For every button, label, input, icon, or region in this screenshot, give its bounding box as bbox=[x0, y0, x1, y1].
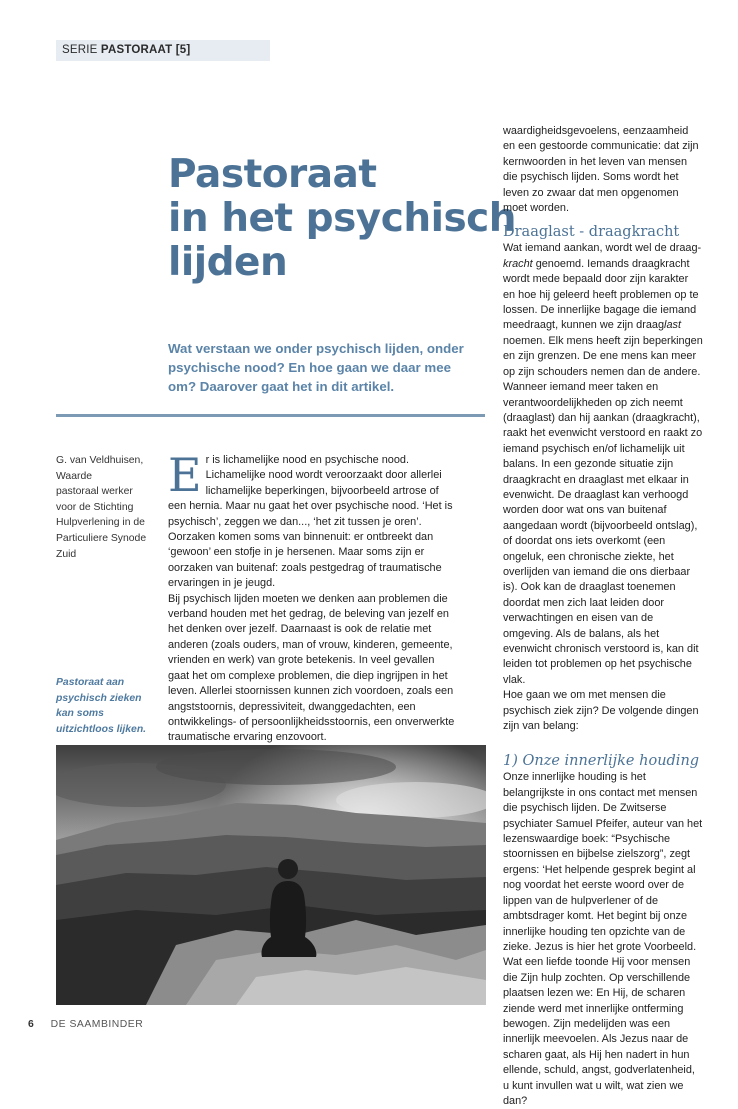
title-line-3: lijden bbox=[168, 240, 288, 285]
paragraph: Bij psychisch lijden moeten we denken aan problemen die verband houden met het gedrag, de beleving van jezelf en het denken over jezelf. Daarnaast is ook de relatie met anderen (zoals ouders, man of vrouw, kinderen, gemeente, vrienden en werk) van grote betekenis. In veel gevallen gaat het om complexe problemen, die diep ingrijpen in het leven. Allerlei stoornissen kunnen zich voordoen, zoals een angststoornis, depressiviteit, dwanggedachten, een ontwikkelings- of persoonlijkheidsstoornis, een onverwerkte traumatische ervaring enzovoort. bbox=[168, 592, 455, 744]
author-line: Zuid bbox=[56, 548, 77, 560]
paragraph: Onze innerlijke houding is het belangrijkste in ons contact met mensen die psychisch lijden. De Zwitserse psychiater Samuel Pfeifer, auteur van het lezenswaardige boek: “Psychische stoornissen en bijbelse zielszorg”, zegt ergens: ‘Het helpende gesprek begint al nog voordat het eerste woord over de lippen van de hulpverlener of de ambtsdrager komt. Het begint bij onze innerlijke houding ten opzichte van de zieke. Jezus is hier het grote Voorbeeld. Wat een liefde toonde Hij voor mensen die Zijn hulp zochten. Op verschillende plaatsen lezen we: En Hij, de scharen ziende werd met innerlijke ontferming bewogen. Zijn medelijden was een innerlijk meevoelen. Als Jezus naar de scharen gaat, als Hij hen nadert in hun ellende, schuld, angst, godverlatenheid, u kunt invullen wat u wilt, wat zien we dan? bbox=[503, 771, 703, 1107]
paragraph bbox=[168, 448, 458, 592]
paragraph-text: noemen. Elk mens heeft zijn beperkingen en zijn grenzen. De ene mens kan meer op zijn schouders nemen dan de andere. Wanneer iemand meer taken en verantwoordelijkheden op zich neemt (draaglast) dan hij aankan (draagkracht), raakt het evenwicht verstoord en raakt zo iemand psychisch en/of lichamelijk uit balans. In een gezonde situatie zijn draagkracht en draaglast met elkaar in evenwicht. De draaglast kan verhoogd worden door wat ons van buitenaf aangedaan wordt (bijvoorbeeld ontslag), of doordat ons iets overkomt (een ongeluk, een chronische ziekte, het overlijden van iemand die ons dierbaar is). Ook kan de draaglast toenemen doordat men zich laat leiden door verwachtingen en eisen van de omgeving. Als de balans, als het evenwicht chronisch verstoord is, kan dit leiden tot problemen op het psychische vlak. bbox=[503, 334, 703, 686]
paragraph: Hoe gaan we om met mensen die psychisch ziek zijn? De volgende dingen zijn van belang: bbox=[503, 689, 699, 733]
article-title bbox=[168, 153, 516, 285]
emphasis: kracht bbox=[503, 257, 533, 270]
author-line: G. van Veldhuisen, bbox=[56, 455, 144, 466]
page-footer bbox=[28, 1019, 143, 1030]
pullquote-line: kan soms bbox=[56, 708, 104, 720]
series-prefix: SERIE bbox=[62, 44, 98, 56]
magazine-name: DE SAAMBINDER bbox=[50, 1019, 144, 1030]
emphasis: last bbox=[664, 319, 681, 332]
pullquote-line: Pastoraat aan bbox=[56, 677, 125, 688]
paragraph bbox=[503, 241, 703, 688]
body-column-right bbox=[503, 124, 703, 1109]
article-lead: Wat verstaan we onder psychisch lijden, onder psychische nood? En hoe gaan we daar mee om? Daarover gaat het in dit artikel. bbox=[168, 341, 464, 394]
subheading-draaglast: Draaglast - draagkracht bbox=[503, 224, 680, 241]
drop-cap: E bbox=[168, 448, 202, 502]
author-line: Particuliere Synode bbox=[56, 532, 147, 544]
series-name: PASTORAAT [5] bbox=[100, 44, 191, 56]
paragraph-text: r is lichamelijke nood en psychische nood. Lichamelijke nood wordt veroorzaakt door allerlei lichamelijke beperkingen, bijvoorbeeld artrose of een hernia. Maar nu gaat het over psychische nood. ‘Het is psychisch’, zeggen we dan..., ‘het zit tussen je oren’. Oorzaken komen soms van binnenuit: er ontbreekt dan ‘gewoon’ een stofje in je hersenen. Maar soms zijn er oorzaken van buitenaf: zoals pestgedrag of traumatische ervaringen in je jeugd. bbox=[168, 454, 453, 590]
paragraph-text: genoemd. Iemands draagkracht wordt mede bepaald door zijn karakter en hoe hij geleerd heeft problemen op te lossen. De innerlijke bagage die iemand meedraagt, kunnen we zijn draag bbox=[503, 257, 699, 332]
author-line: Hulpverlening in de bbox=[56, 517, 145, 529]
title-line-2: in het psychisch bbox=[168, 196, 517, 241]
paragraph-text: Wat iemand aankan, wordt wel de draag- bbox=[503, 242, 702, 255]
subheading-innerlijke-houding: 1) Onze innerlijke houding bbox=[503, 753, 700, 770]
author-line: voor de Stichting bbox=[56, 501, 134, 513]
paragraph: waardigheidsgevoelens, eenzaamheid en een gestoorde communicatie: dat zijn kernwoorden in het leven van mensen die psychisch lijden. Soms wordt het leven zo zwaar dat men opgenomen moet worden. bbox=[503, 125, 699, 215]
title-line-1: Pastoraat bbox=[168, 152, 377, 197]
photo-person-on-mountain bbox=[56, 745, 486, 1005]
section-divider bbox=[56, 414, 485, 417]
body-column-left bbox=[168, 448, 458, 777]
series-label bbox=[56, 40, 270, 61]
pullquote-line: psychisch zieken bbox=[56, 692, 142, 704]
author-line: pastoraal werker bbox=[56, 486, 133, 498]
pull-quote bbox=[56, 675, 156, 737]
author-info bbox=[56, 453, 156, 562]
pullquote-line: uitzichtloos lijken. bbox=[56, 723, 147, 735]
author-line: Waarde bbox=[56, 470, 92, 482]
page-number: 6 bbox=[28, 1019, 34, 1030]
